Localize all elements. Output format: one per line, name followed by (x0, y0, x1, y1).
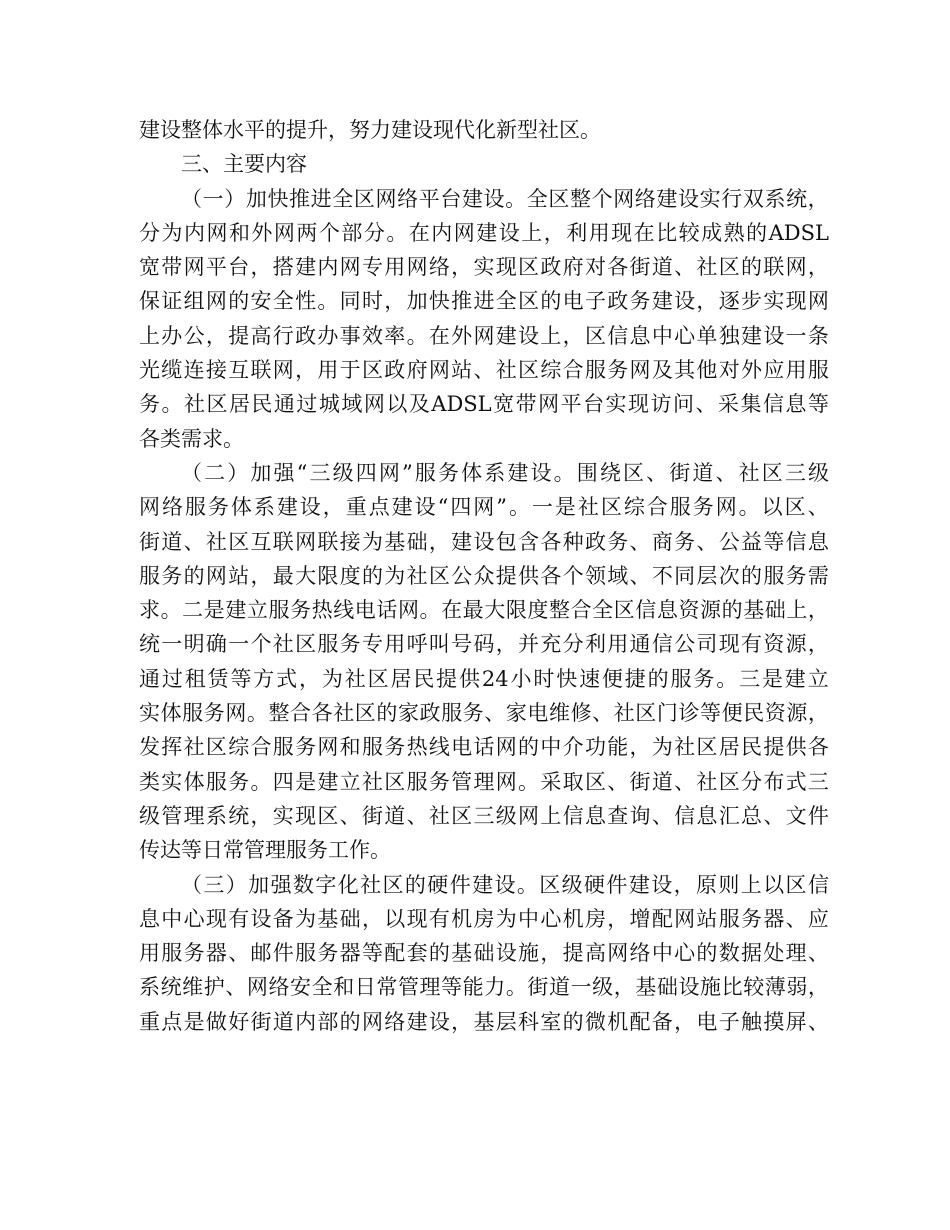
text-line: 各类需求。 (139, 426, 244, 451)
text-line: 网 络 服 务 体 系 建 设 ， 重 点 建 设 “ 四 网 ” 。 一 是 社 区 综 合 服 务 网 。 以 区 、 (139, 495, 829, 520)
text-line: 用 服 务 器 、 邮 件 服 务 器 等 配 套 的 基 础 设 施 ， 提 高 网 络 中 心 的 数 据 处 理 、 (139, 941, 829, 966)
text-line: 建设整体水平的提升，努力建设现代化新型社区。 (139, 118, 601, 142)
text-line: 重 点 是 做 好 街 道 内 部 的 网 络 建 设 ， 基 层 科 室 的 微 机 配 备 ， 电 子 触 摸 屏 、 (139, 1009, 829, 1034)
text-line: 系 统 维 护 、 网 络 安 全 和 日 常 管 理 等 能 力 。 街 道 一 级 ， 基 础 设 施 比 较 薄 弱 ， (139, 975, 829, 1000)
text-line: 三、主要内容 (181, 152, 307, 177)
text-line: 发 挥 社 区 综 合 服 务 网 和 服 务 热 线 电 话 网 的 中 介 功 能 ， 为 社 区 居 民 提 供 各 (139, 735, 829, 760)
text-line: 息 中 心 现 有 设 备 为 基 础 ， 以 现 有 机 房 为 中 心 机 房 ， 增 配 网 站 服 务 器 、 应 (139, 906, 829, 931)
text-line: （ 一 ） 加 快 推 进 全 区 网 络 平 台 建 设 。 全 区 整 个 网 络 建 设 实 行 双 系 统 ， (181, 186, 829, 211)
text-line: 分 为 内 网 和 外 网 两 个 部 分 。 在 内 网 建 设 上 ， 利 用 现 在 比 较 成 熟 的 ADSL (139, 220, 829, 245)
text-line: 实 体 服 务 网 。 整 合 各 社 区 的 家 政 服 务 、 家 电 维 修 、 社 区 门 诊 等 便 民 资 源 ， (139, 701, 829, 726)
text-line: 求 。 二 是 建 立 服 务 热 线 电 话 网 。 在 最 大 限 度 整 合 全 区 信 息 资 源 的 基 础 上 ， (139, 598, 829, 623)
text-line: 保 证 组 网 的 安 全 性 。 同 时 ， 加 快 推 进 全 区 的 电 子 政 务 建 设 ， 逐 步 实 现 网 (139, 289, 829, 314)
text-line: 级 管 理 系 统 ， 实 现 区 、 街 道 、 社 区 三 级 网 上 信 息 查 询 、 信 息 汇 总 、 文 件 (139, 803, 829, 828)
text-line: 传达等日常管理服务工作。 (139, 838, 391, 863)
text-line: 街 道 、 社 区 互 联 网 联 接 为 基 础 ， 建 设 包 含 各 种 政 务 、 商 务 、 公 益 等 信 息 (139, 529, 829, 554)
text-line: 通 过 租 赁 等 方 式 ， 为 社 区 居 民 提 供 24 小 时 快 速 便 捷 的 服 务 。 三 是 建 立 (139, 666, 829, 691)
text-line: 类 实 体 服 务 。 四 是 建 立 社 区 服 务 管 理 网 。 采 取 区 、 街 道 、 社 区 分 布 式 三 (139, 769, 829, 794)
text-line: （ 二 ） 加 强 “ 三 级 四 网 ” 服 务 体 系 建 设 。 围 绕 区 、 街 道 、 社 区 三 级 (181, 460, 829, 485)
text-line: 上 办 公 ， 提 高 行 政 办 事 效 率 。 在 外 网 建 设 上 ， 区 信 息 中 心 单 独 建 设 一 条 (139, 323, 829, 348)
text-line: 服 务 的 网 站 ， 最 大 限 度 的 为 社 区 公 众 提 供 各 个 领 域 、 不 同 层 次 的 服 务 需 (139, 563, 829, 588)
text-line: 宽 带 网 平 台 ， 搭 建 内 网 专 用 网 络 ， 实 现 区 政 府 对 各 街 道 、 社 区 的 联 网 ， (139, 255, 829, 280)
text-line: （ 三 ） 加 强 数 字 化 社 区 的 硬 件 建 设 。 区 级 硬 件 建 设 ， 原 则 上 以 区 信 (181, 872, 829, 897)
text-line: 务 。 社 区 居 民 通 过 城 域 网 以 及 ADSL 宽 带 网 平 台 实 现 访 问 、 采 集 信 息 等 (139, 392, 829, 417)
text-line: 统 一 明 确 一 个 社 区 服 务 专 用 呼 叫 号 码 ， 并 充 分 利 用 通 信 公 司 现 有 资 源 ， (139, 632, 829, 657)
text-line: 光 缆 连 接 互 联 网 ， 用 于 区 政 府 网 站 、 社 区 综 合 服 务 网 及 其 他 对 外 应 用 服 (139, 358, 829, 383)
body-text (139, 113, 829, 1039)
